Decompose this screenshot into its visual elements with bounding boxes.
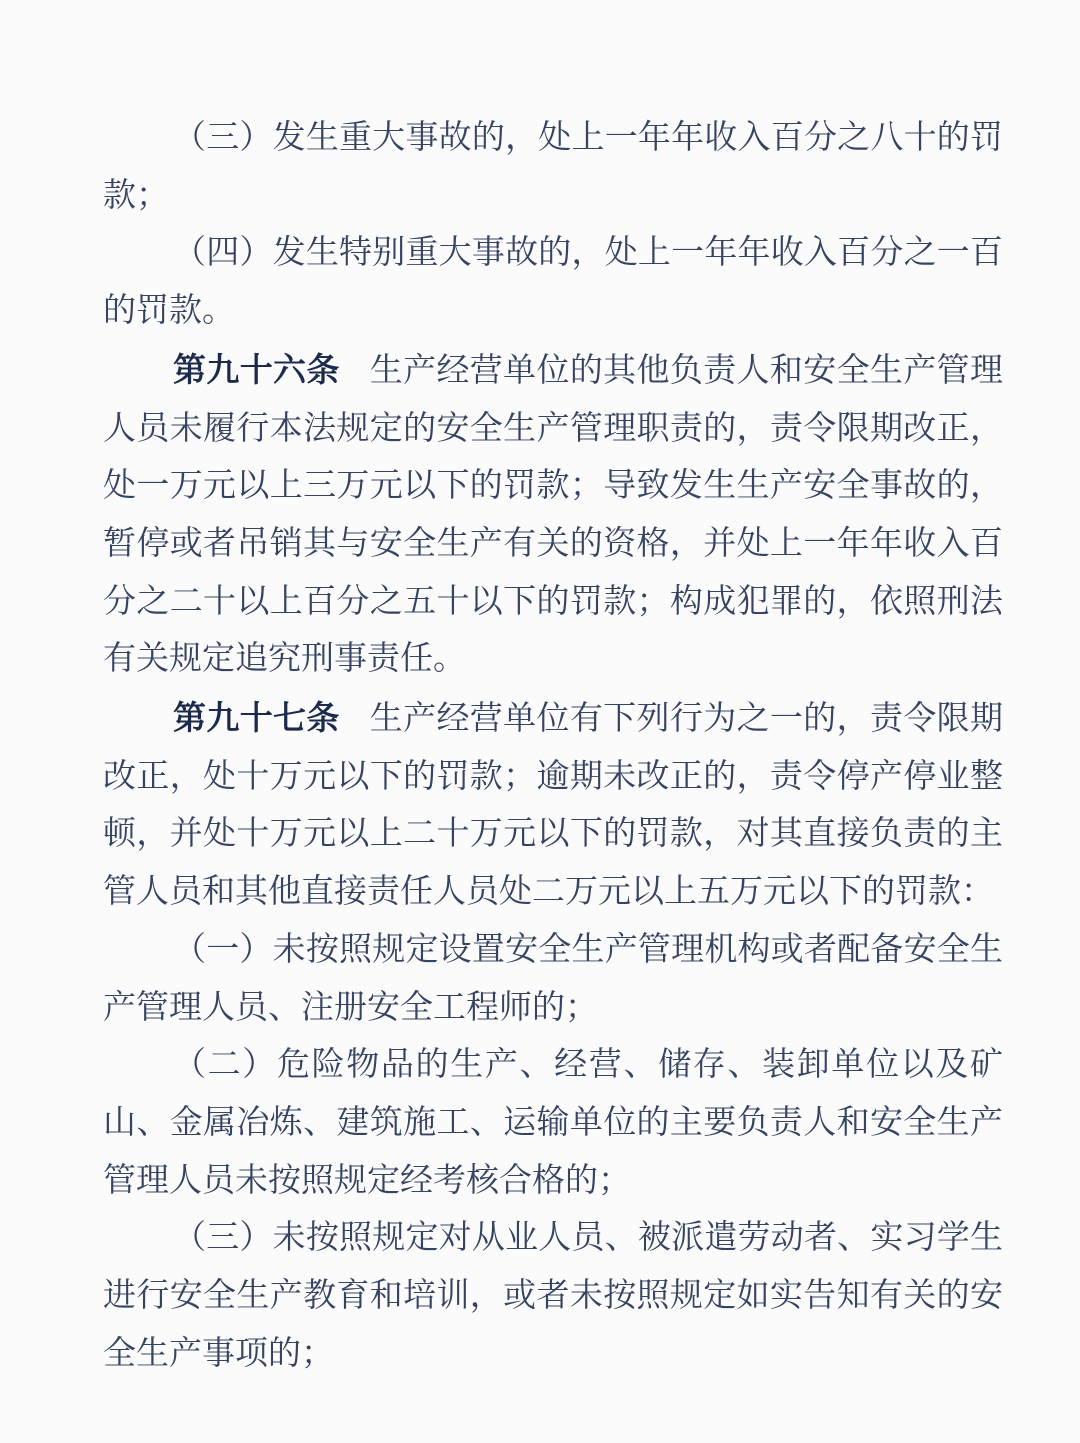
clause-4-penalty-paragraph [103,225,1003,340]
clause-3-penalty-paragraph [103,110,1003,225]
paragraph-text: （三）未按照规定对从业人员、被派遣劳动者、实习学生进行安全生产教育和培训，或者未按照规定如实告知有关的安全生产事项的； [103,1220,1003,1372]
article-97-item-3-paragraph [103,1210,1003,1383]
paragraph-text: （四）发生特别重大事故的，处上一年年收入百分之一百的罚款。 [103,235,1003,330]
paragraph-text: （二）危险物品的生产、经营、储存、装卸单位以及矿山、金属冶炼、建筑施工、运输单位的主要负责人和安全生产管理人员未按照规定经考核合格的； [103,1047,1003,1199]
article-97-paragraph [103,689,1003,922]
article-97-item-2-paragraph [103,1037,1003,1210]
article-97-item-1-paragraph [103,922,1003,1037]
paragraph-text: （三）发生重大事故的，处上一年年收入百分之八十的罚款； [103,120,1003,214]
legal-text-block [103,110,1003,1383]
paragraph-text: （一）未按照规定设置安全生产管理机构或者配备安全生产管理人员、注册安全工程师的； [103,931,1003,1026]
paragraph-text: 生产经营单位的其他负责人和安全生产管理人员未履行本法规定的安全生产管理职责的，责令限期改正，处一万元以上三万元以下的罚款；导致发生生产安全事故的，暂停或者吊销其与安全生产有关的资格，并处上一年年收入百分之二十以上百分之五十以下的罚款；构成犯罪的，依照刑法有关规定追究刑事责任。 [103,352,1004,678]
article-96-paragraph [103,341,1003,689]
article-96-number: 第九十六条 [173,350,340,388]
paragraph-text: 生产经营单位有下列行为之一的，责令限期改正，处十万元以下的罚款；逾期未改正的，责令停产停业整顿，并处十万元以上二十万元以下的罚款，对其直接负责的主管人员和其他直接责任人员处二万元以上五万元以下的罚款： [103,701,1004,911]
article-97-number: 第九十七条 [173,699,340,737]
